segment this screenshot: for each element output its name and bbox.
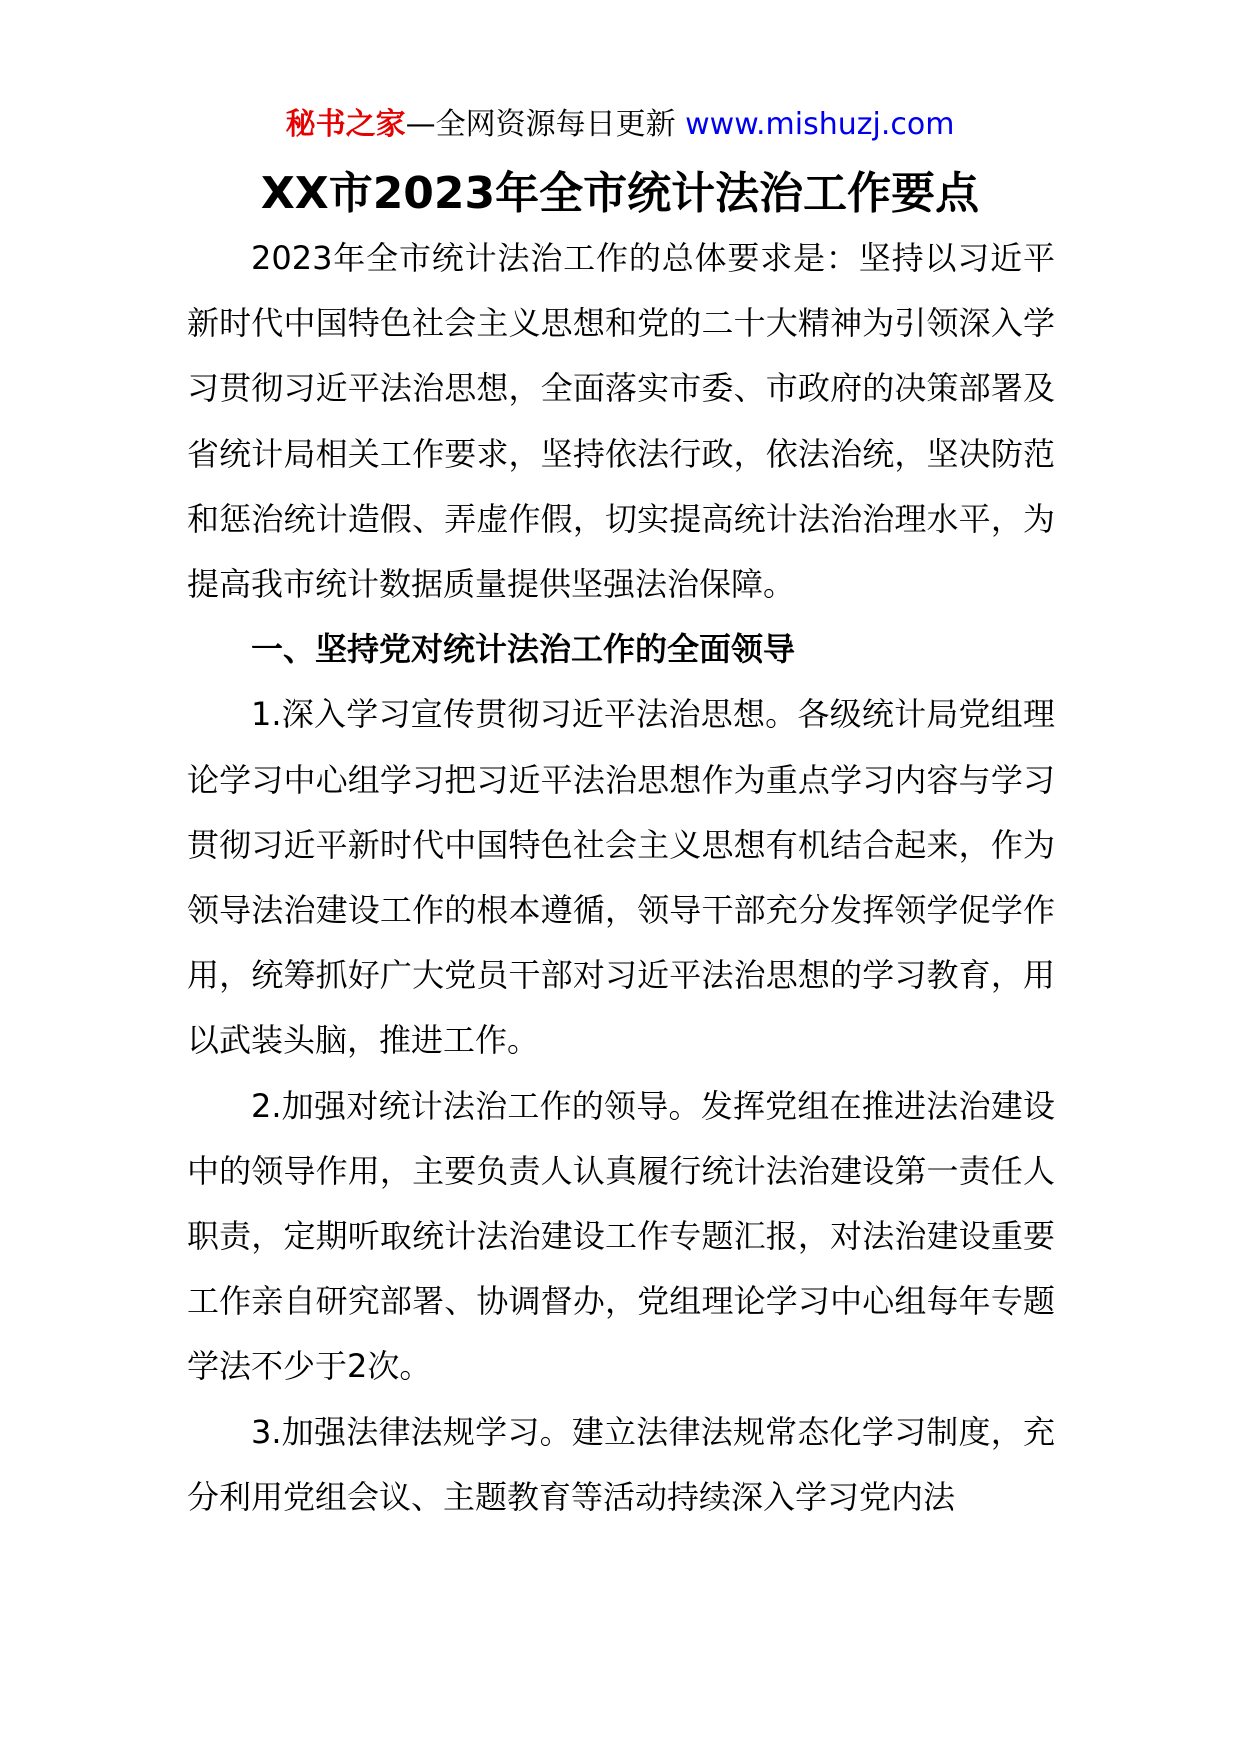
document-title: XX市2023年全市统计法治工作要点 [260,168,980,219]
site-header [0,100,1240,150]
site-slogan: —全网资源每日更新 [405,107,676,142]
site-url-link[interactable]: www.mishuzj.com [685,107,955,142]
paragraph-item-1: 1.深入学习宣传贯彻习近平法治思想。各级统计局党组理论学习中心组学习把习近平法治思想作为重点学习内容与学习贯彻习近平新时代中国特色社会主义思想有机结合起来，作为领导法治建设工作的根本遵循，领导干部充分发挥领学促学作用，统筹抓好广大党员干部对习近平法治思想的学习教育，用以武装头脑，推进工作。 [187,695,1055,1060]
paragraph-item-2: 2.加强对统计法治工作的领导。发挥党组在推进法治建设中的领导作用，主要负责人认真履行统计法治建设第一责任人职责，定期听取统计法治建设工作专题汇报，对法治建设重要工作亲自研究部署、协调督办，党组理论学习中心组每年专题学法不少于2次。 [187,1086,1055,1386]
intro-paragraph: 2023年全市统计法治工作的总体要求是：坚持以习近平新时代中国特色社会主义思想和党的二十大精神为引领深入学习贯彻习近平法治思想，全面落实市委、市政府的决策部署及省统计局相关工作要求，坚持依法行政，依法治统，坚决防范和惩治统计造假、弄虚作假，切实提高统计法治治理水平，为提高我市统计数据质量提供坚强法治保障。 [187,239,1055,604]
document-body [187,226,1055,1530]
paragraph-item-3: 3.加强法律法规学习。建立法律法规常态化学习制度，充分利用党组会议、主题教育等活动持续深入学习党内法 [187,1412,1055,1516]
site-brand: 秘书之家 [285,107,406,142]
section-heading: 一、坚持党对统计法治工作的全面领导 [251,630,796,669]
